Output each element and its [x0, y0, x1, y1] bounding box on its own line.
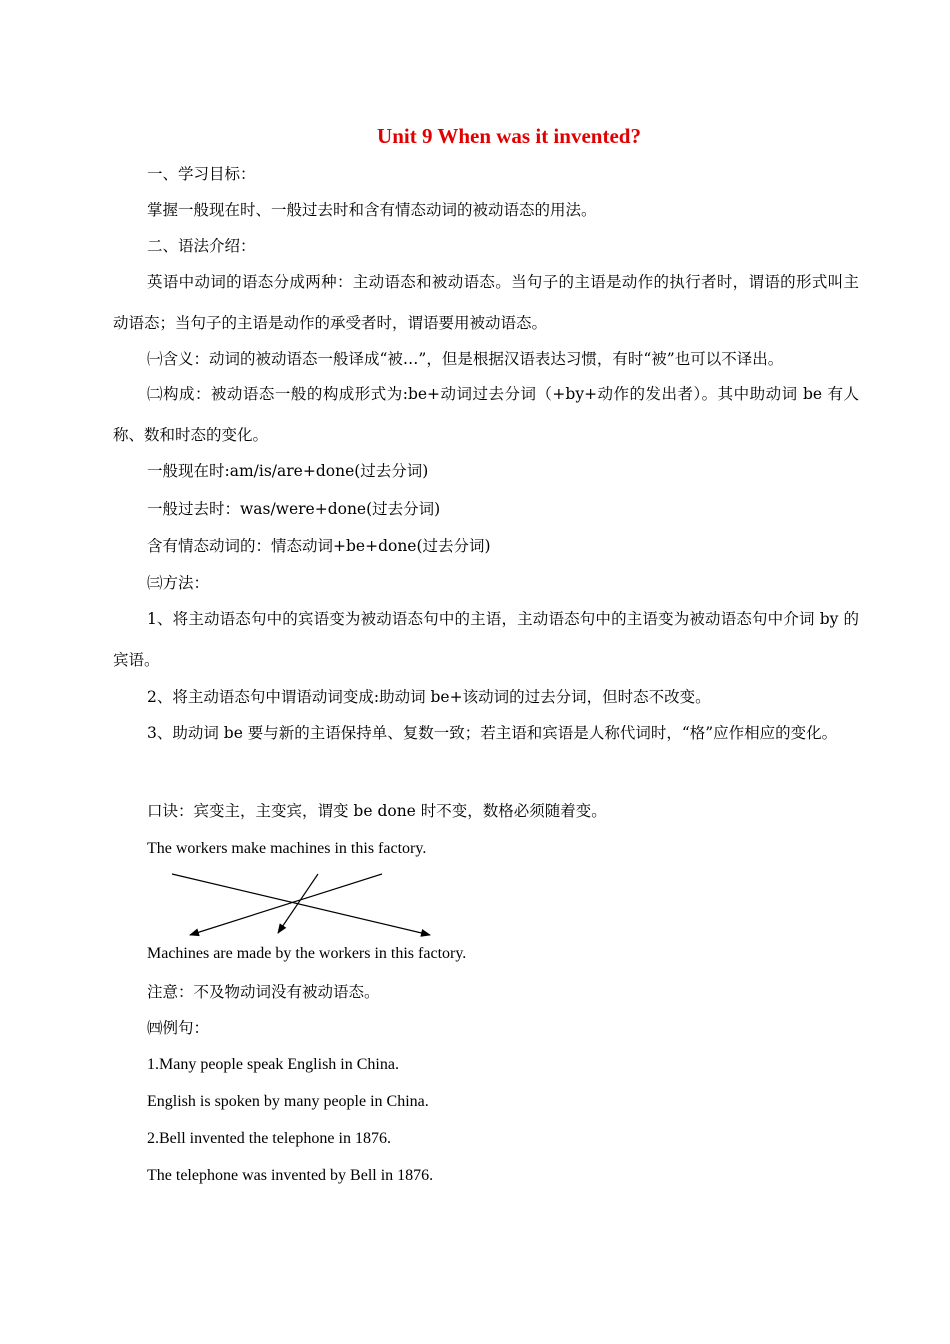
- past-formula: 一般过去时：was/were+done(过去分词): [147, 500, 441, 518]
- examples-heading: ㈣例句：: [147, 1019, 210, 1037]
- page-title: Unit 9 When was it invented?: [377, 124, 641, 148]
- transform-arrows: [160, 866, 450, 942]
- passive-example: Machines are made by the workers in this factory.: [147, 945, 467, 962]
- meaning-text: ㈠含义：动词的被动语态一般译成“被…”，但是根据汉语表达习惯，有时“被”也可以不译出。: [147, 350, 784, 368]
- method-heading: ㈢方法：: [147, 574, 210, 592]
- method-2: 2、将主动语态句中谓语动词变成:助动词 be+该动词的过去分词，但时态不改变。: [147, 688, 711, 706]
- method-1: 1、将主动语态句中的宾语变为被动语态句中的主语，主动语态句中的主语变为被动语态句中介词 by 的宾语。: [113, 610, 859, 669]
- note-text: 注意：不及物动词没有被动语态。: [147, 983, 380, 1001]
- active-example: The workers make machines in this factory.: [147, 840, 427, 857]
- example-1-active: 1.Many people speak English in China.: [147, 1056, 399, 1073]
- arrow-object-to-subject: [190, 874, 382, 935]
- present-formula: 一般现在时:am/is/are+done(过去分词): [147, 462, 429, 480]
- goal-heading: 一、学习目标：: [147, 165, 256, 183]
- rhyme-text: 口诀：宾变主，主变宾，谓变 be done 时不变，数格必须随着变。: [147, 802, 607, 820]
- arrow-verb-to-verb: [278, 874, 318, 933]
- modal-formula: 含有情态动词的：情态动词+be+done(过去分词): [147, 537, 491, 555]
- example-2-passive: The telephone was invented by Bell in 1876.: [147, 1167, 434, 1184]
- arrow-subject-to-agent: [172, 874, 430, 935]
- goal-text: 掌握一般现在时、一般过去时和含有情态动词的被动语态的用法。: [147, 201, 597, 219]
- grammar-heading: 二、语法介绍：: [147, 237, 256, 255]
- intro-paragraph: 英语中动词的语态分成两种：主动语态和被动语态。当句子的主语是动作的执行者时，谓语的形式叫主动语态；当句子的主语是动作的承受者时，谓语要用被动语态。: [113, 273, 859, 332]
- example-1-passive: English is spoken by many people in China.: [147, 1093, 429, 1110]
- method-3: 3、助动词 be 要与新的主语保持单、复数一致；若主语和宾语是人称代词时，“格”应作相应的变化。: [147, 724, 838, 742]
- structure-paragraph: ㈡构成：被动语态一般的构成形式为:be+动词过去分词（+by+动作的发出者）。其中助动词 be 有人称、数和时态的变化。: [113, 385, 859, 444]
- example-2-active: 2.Bell invented the telephone in 1876.: [147, 1130, 391, 1147]
